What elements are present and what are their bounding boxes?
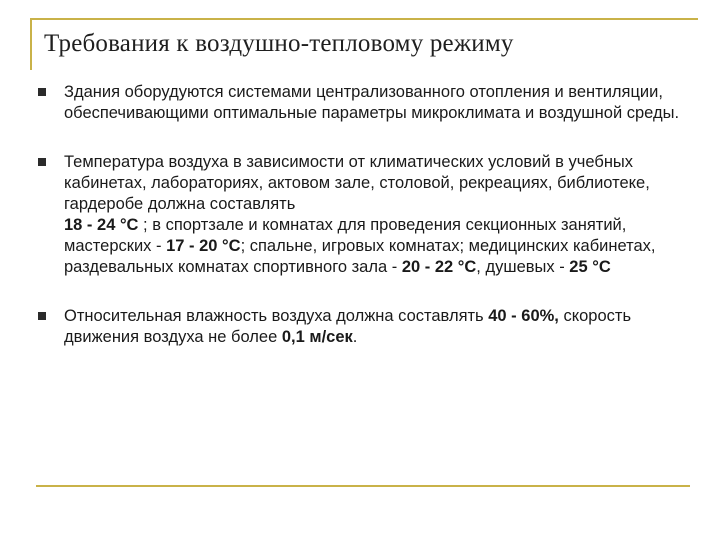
bold-value-text: 40 - 60%, <box>488 307 559 325</box>
square-bullet-icon <box>38 158 46 166</box>
bullet-text <box>64 306 688 348</box>
bullet-text <box>64 152 688 278</box>
text-segment: , душевых - <box>476 258 570 276</box>
text-segment: ; в спортзале и комнатах для проведения секционных занятий, мастерских - <box>64 216 627 255</box>
bold-value-text: 20 - 22 °С <box>401 258 477 276</box>
text-segment: скорость движения воздуха не более <box>64 307 632 346</box>
bold-value-text: 25 °С <box>569 258 611 276</box>
frame-left-line <box>30 18 32 70</box>
frame-top-line <box>30 18 698 20</box>
text-segment: Относительная влажность воздуха должна составлять <box>64 307 489 325</box>
text-segment: ; спальне, игровых комнатах; медицинских кабинетах, раздевальных комнатах спортивного зала - <box>64 237 656 276</box>
text-segment: Температура воздуха в зависимости от климатических условий в учебных кабинетах, лабораториях, актовом зале, столовой, рекреациях, библиотеке, гардеробе должна составлять <box>64 153 650 213</box>
square-bullet-icon <box>38 312 46 320</box>
bullet-item <box>38 152 688 278</box>
bullet-list <box>38 82 688 376</box>
slide-title: Требования к воздушно-тепловому режиму <box>44 30 514 57</box>
bold-value-text: 17 - 20 °С <box>166 237 241 255</box>
bold-value-text: 0,1 м/сек <box>281 328 353 346</box>
bullet-item <box>38 82 688 124</box>
text-segment: . <box>352 328 358 346</box>
bold-value-text: 18 - 24 °С <box>64 216 139 234</box>
bullet-item <box>38 306 688 348</box>
text-segment: Здания оборудуются системами централизованного отопления и вентиляции, обеспечивающими оптимальные параметры микроклимата и воздушной среды. <box>64 83 680 122</box>
frame-bottom-line <box>36 485 690 487</box>
square-bullet-icon <box>38 88 46 96</box>
bullet-text <box>64 82 688 124</box>
